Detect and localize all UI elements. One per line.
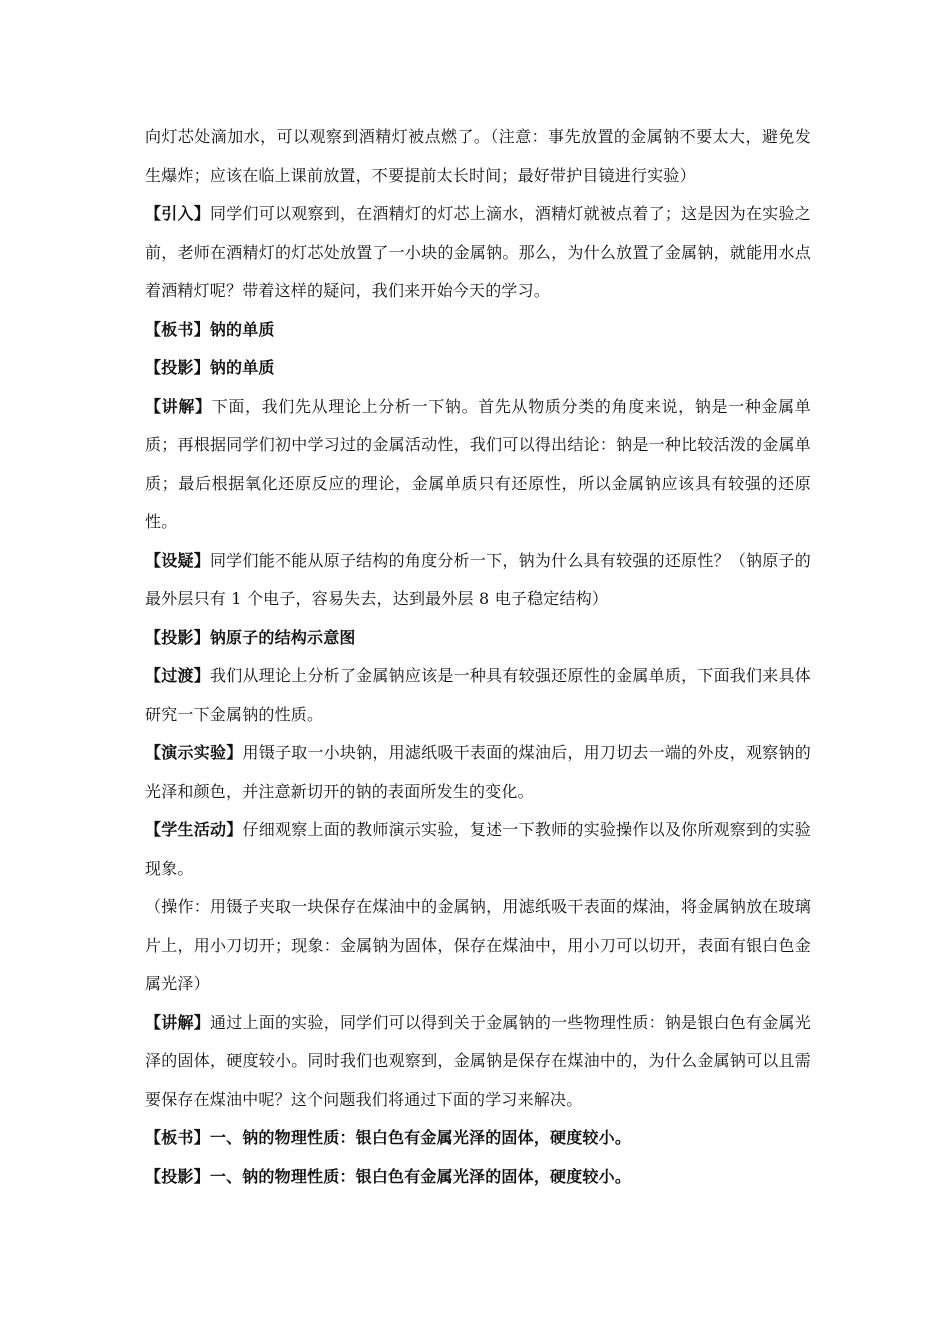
paragraph-tag: 【板书】 [145, 319, 210, 339]
paragraph-text: 仔细观察上面的教师演示实验，复述一下教师的实验操作以及你所观察到的实验现象。 [145, 820, 811, 878]
paragraph-question [145, 542, 811, 619]
paragraph-tag: 【过渡】 [145, 666, 210, 685]
paragraph-text: 同学们能不能从原子结构的角度分析一下，钠为什么具有较强的还原性？（钠原子的最外层只有 1 个电子，容易失去，达到最外层 8 电子稳定结构） [145, 550, 811, 608]
paragraph-intro [145, 195, 811, 311]
paragraph-text: 我们从理论上分析了金属钠应该是一种具有较强还原性的金属单质，下面我们来具体研究一下金属钠的性质。 [145, 666, 811, 724]
paragraph-blackboard [145, 311, 811, 350]
paragraph-tag: 【演示实验】 [145, 743, 243, 762]
paragraph-text: 一、钠的物理性质：银白色有金属光泽的固体，硬度较小。 [209, 1166, 632, 1186]
paragraph-text: 下面，我们先从理论上分析一下钠。首先从物质分类的角度来说，钠是一种金属单质；再根据同学们初中学习过的金属活动性，我们可以得出结论：钠是一种比较活泼的金属单质；最后根据氧化还原反应的理论，金属单质只有还原性，所以金属钠应该具有较强的还原性。 [145, 396, 811, 531]
paragraph-text: 钠原子的结构示意图 [209, 627, 356, 647]
paragraph-tag: 【学生活动】 [145, 820, 243, 839]
paragraph-0 [145, 118, 811, 195]
paragraph-text: 用镊子取一小块钠，用滤纸吸干表面的煤油后，用刀切去一端的外皮，观察钠的光泽和颜色，并注意新切开的钠的表面所发生的变化。 [145, 743, 811, 801]
paragraph-transition [145, 657, 811, 734]
paragraph-projection [145, 1158, 811, 1197]
paragraph-tag: 【板书】 [145, 1128, 210, 1147]
paragraph-text: 同学们可以观察到，在酒精灯的灯芯上滴水，酒精灯就被点着了；这是因为在实验之前，老师在酒精灯的灯芯处放置了一小块的金属钠。那么，为什么放置了金属钠，就能用水点着酒精灯呢？带着这样的疑问，我们来开始今天的学习。 [145, 204, 811, 300]
paragraph-text: 钠的单质 [209, 358, 275, 377]
paragraph-blackboard [145, 1119, 811, 1158]
lesson-text [145, 118, 811, 1196]
paragraph-text: （操作：用镊子夹取一块保存在煤油中的金属钠，用滤纸吸干表面的煤油，将金属钠放在玻璃片上，用小刀切开；现象：金属钠为固体，保存在煤油中，用小刀可以切开，表面有银白色金属光泽） [145, 897, 811, 993]
paragraph-text: 向灯芯处滴加水，可以观察到酒精灯被点燃了。（注意：事先放置的金属钠不要太大，避免发生爆炸；应该在临上课前放置，不要提前太长时间；最好带护目镜进行实验） [145, 127, 811, 185]
paragraph-projection [145, 349, 811, 388]
paragraph-tag: 【引入】 [145, 204, 210, 223]
paragraph-tag: 【投影】 [145, 1166, 210, 1186]
paragraph-text: 通过上面的实验，同学们可以得到关于金属钠的一些物理性质：钠是银白色有金属光泽的固体，硬度较小。同时我们也观察到，金属钠是保存在煤油中的，为什么金属钠可以且需要保存在煤油中呢？这个问题我们将通过下面的学习来解决。 [145, 1012, 811, 1109]
paragraph-demo-experiment [145, 734, 811, 811]
paragraph-observation-note [145, 888, 811, 1004]
paragraph-tag: 【讲解】 [145, 396, 212, 416]
paragraph-text: 一、钠的物理性质：银白色有金属光泽的固体，硬度较小。 [209, 1128, 632, 1147]
paragraph-tag: 【投影】 [145, 358, 210, 377]
paragraph-student-activity [145, 811, 811, 888]
paragraph-explanation [145, 388, 811, 542]
paragraph-text: 钠的单质 [209, 319, 275, 339]
paragraph-tag: 【讲解】 [145, 1012, 210, 1032]
paragraph-explanation [145, 1004, 811, 1120]
paragraph-tag: 【设疑】 [145, 550, 210, 570]
paragraph-tag: 【投影】 [145, 627, 210, 647]
paragraph-projection [145, 619, 811, 658]
